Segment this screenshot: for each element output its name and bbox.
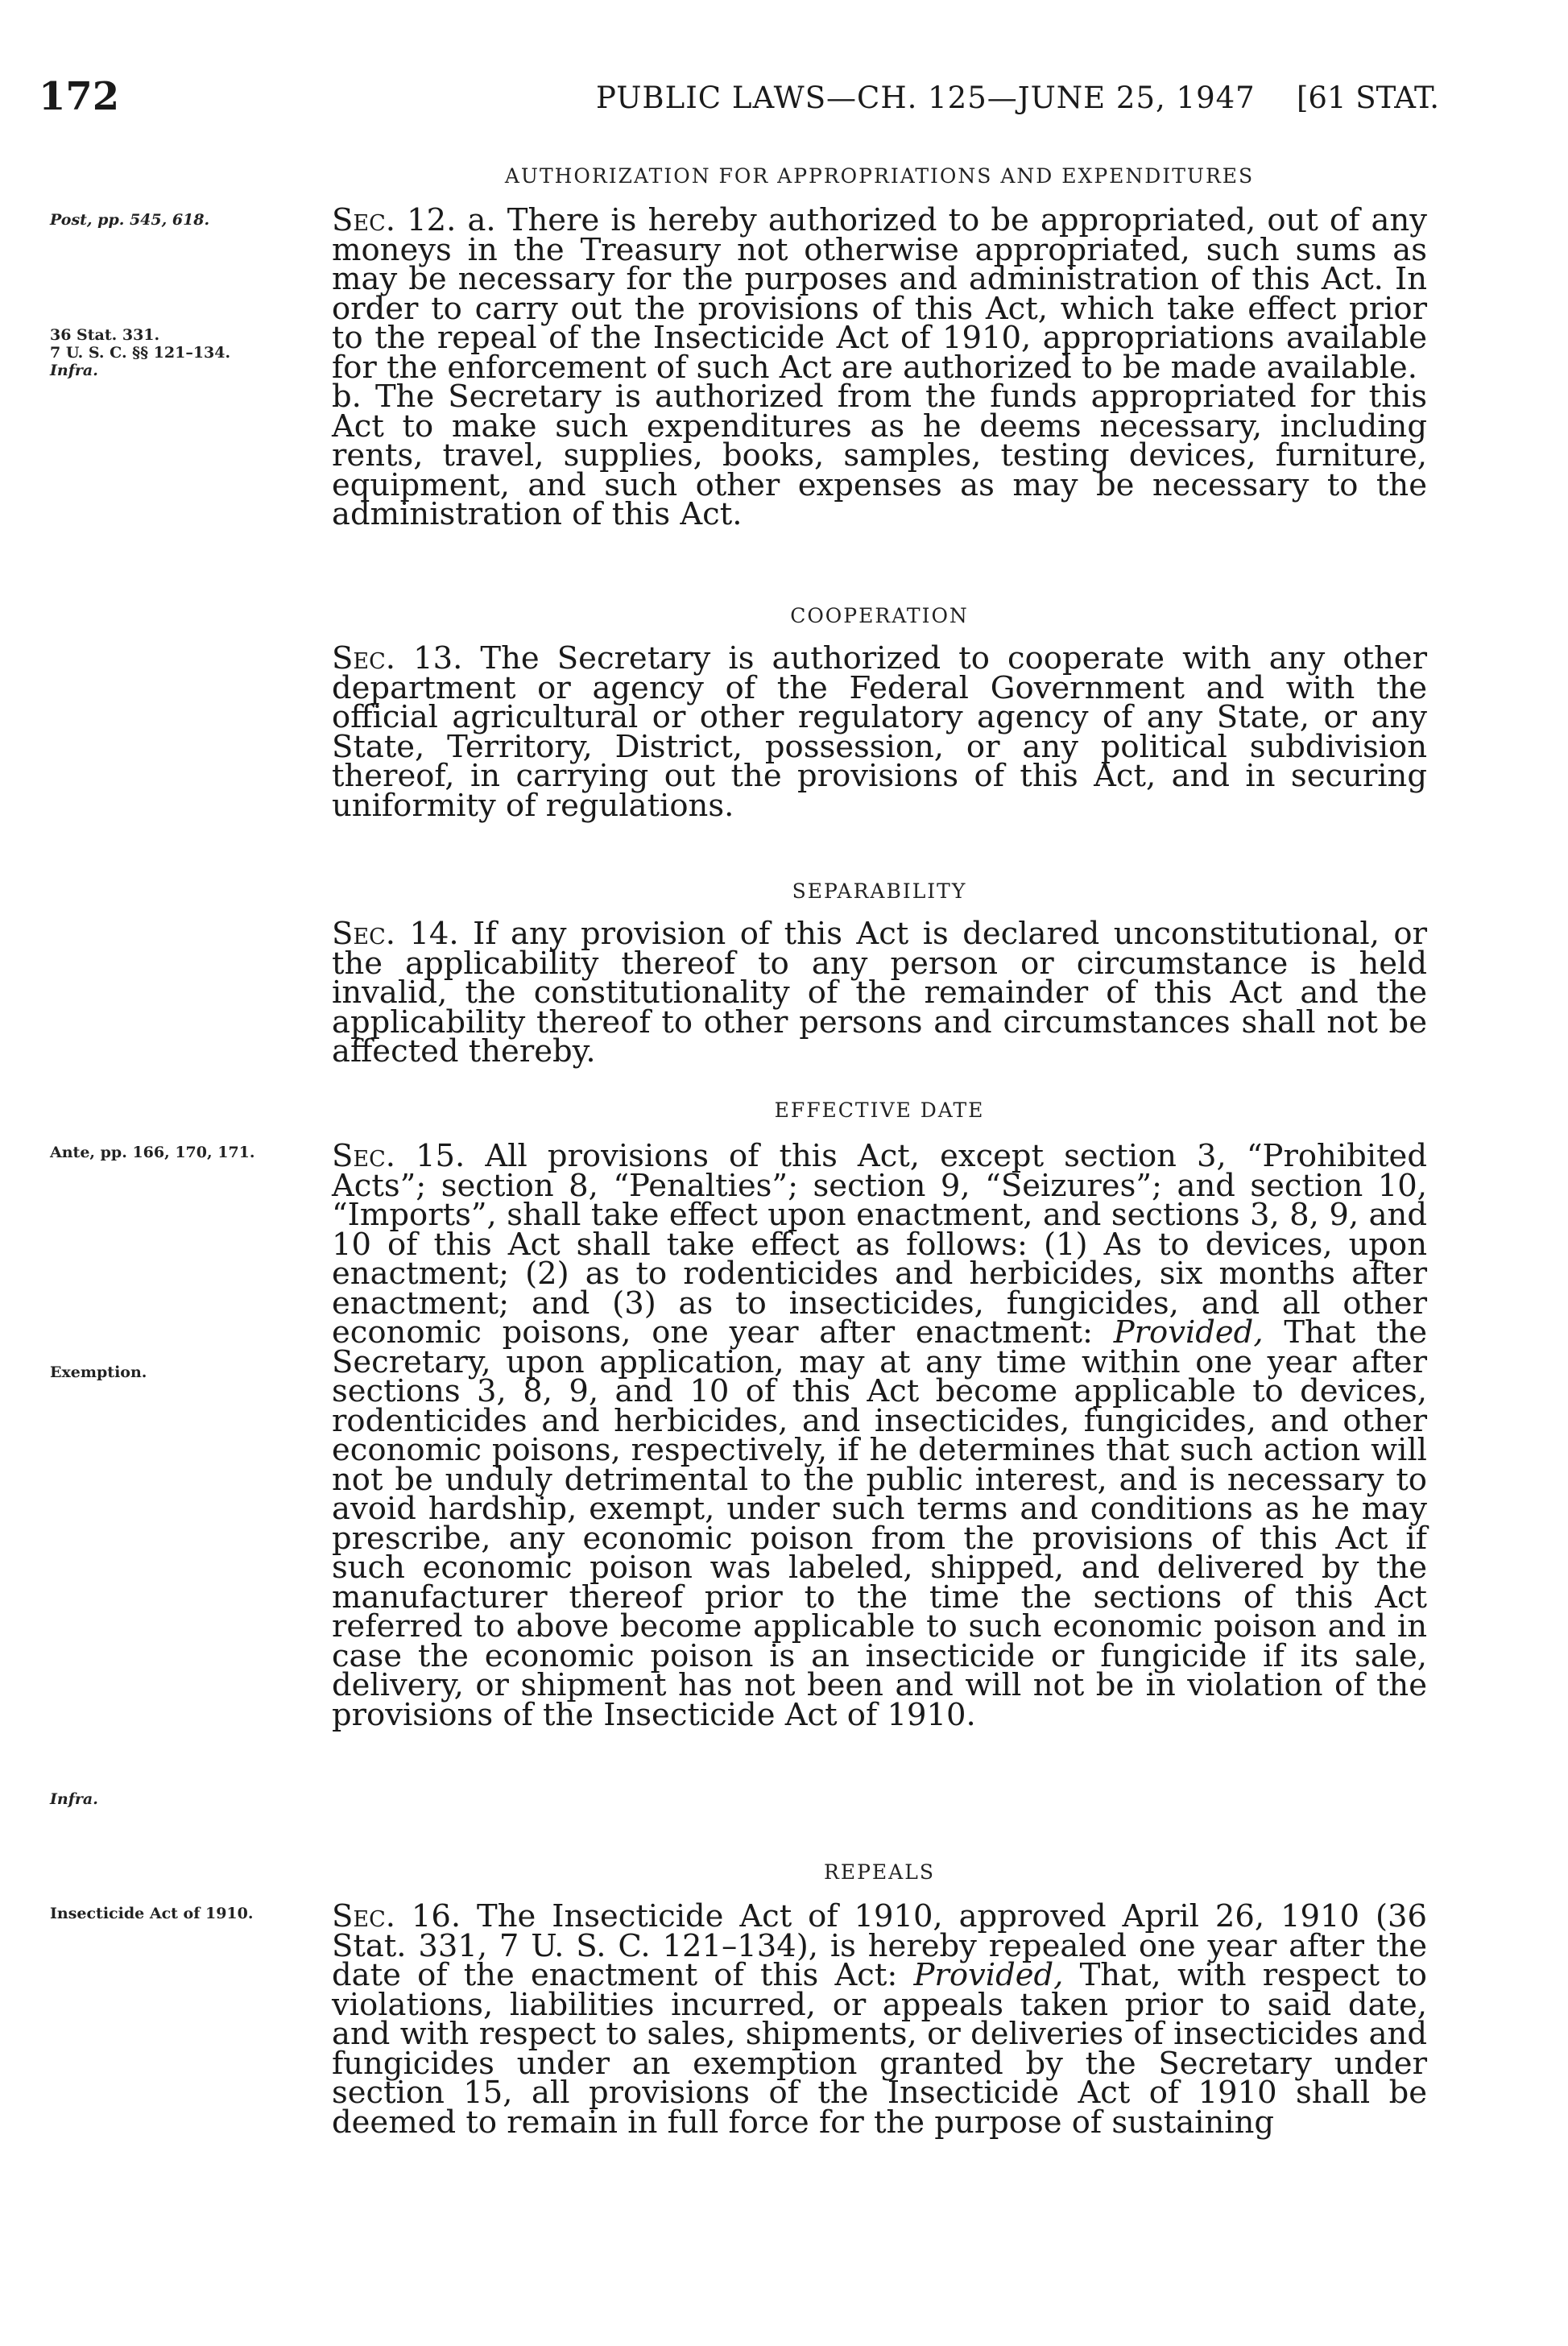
- margin-note-infra: Infra.: [50, 1790, 98, 1808]
- heading-repeals: REPEALS: [824, 1860, 935, 1884]
- section-12-b: b. The Secretary is authorized from the funds appropriated for this Act to make such expenditures as he deems necessary, including rents, travel, supplies, books, samples, testing devices, furniture, equipment, and such other expenses as may be necessary to the administration of this Act.: [332, 379, 1427, 532]
- section-13-text: Sec. 13. The Secretary is authorized to cooperate with any other department or agency of the Federal Government and with the official agricultural or other regulatory agency of any State, or any State, Territory, District, possession, or any political subdivision thereof, in carrying out the provisions of this Act, and in securing uniformity of regulations.: [332, 640, 1427, 824]
- margin-note-exemption: Exemption.: [50, 1363, 147, 1381]
- volume-reference: [61 STAT.: [1297, 81, 1439, 115]
- running-head: PUBLIC LAWS—CH. 125—JUNE 25, 1947: [596, 81, 1256, 115]
- heading-separability: SEPARABILITY: [792, 879, 967, 903]
- margin-note-post: Post, pp. 545, 618.: [50, 211, 210, 229]
- margin-note-ante: Ante, pp. 166, 170, 171.: [50, 1144, 255, 1161]
- section-13-body: [332, 640, 1427, 824]
- heading-effective-date: EFFECTIVE DATE: [774, 1099, 985, 1122]
- page-number: 172: [39, 74, 120, 119]
- section-16-text: Sec. 16. The Insecticide Act of 1910, approved April 26, 1910 (36 Stat. 331, 7 U. S. C. 121–134), is hereby repealed one year after the date of the enactment of this Act: Provided, That, with respect to violations, liabilities incurred, or appeals taken prior to said date, and with respect to sales, shipments, or deliveries of insecticides and fungicides under an exemption granted by the Secretary under section 15, all provisions of the Insecticide Act of 1910 shall be deemed to remain in full force for the purpose of sustaining: [332, 1898, 1427, 2141]
- section-15-body: [332, 1138, 1427, 1733]
- margin-note-insecticide: Insecticide Act of 1910.: [50, 1905, 254, 1922]
- section-12-body: [332, 202, 1427, 532]
- section-14-body: [332, 916, 1427, 1070]
- heading-cooperation: COOPERATION: [790, 604, 969, 627]
- heading-authorization: AUTHORIZATION FOR APPROPRIATIONS AND EXPENDITURES: [504, 164, 1255, 188]
- section-15-text: Sec. 15. All provisions of this Act, except section 3, “Prohibited Acts”; section 8, “Penalties”; section 9, “Seizures”; and section 10, “Imports”, shall take effect upon enactment, and sections 3, 8, 9, and 10 of this Act shall take effect as follows: (1) As to devices, upon enactment; (2) as to rodenticides and herbicides, six months after enactment; and (3) as to insecticides, fungicides, and all other economic poisons, one year after enactment: Provided, That the Secretary, upon application, may at any time within one year after sections 3, 8, 9, and 10 of this Act become applicable to devices, rodenticides and herbicides, and insecticides, fungicides, and other economic poisons, respectively, if he determines that such action will not be unduly detrimental to the public interest, and is necessary to avoid hardship, exempt, under such terms and conditions as he may prescribe, any economic poison from the provisions of this Act if such economic poison was labeled, shipped, and delivered by the manufacturer thereof prior to the time the sections of this Act referred to above become applicable to such economic poison and in case the economic poison is an insecticide or fungicide if its sale, delivery, or shipment has not been and will not be in violation of the provisions of the Insecticide Act of 1910.: [332, 1138, 1427, 1733]
- section-16-body: [332, 1898, 1427, 2141]
- section-12-a: Sec. 12. a. There is hereby authorized to be appropriated, out of any moneys in the Treasury not otherwise appropriated, such sums as may be necessary for the purposes and administration of this Act. In order to carry out the provisions of this Act, which take effect prior to the repeal of the Insecticide Act of 1910, appropriations available for the enforcement of such Act are authorized to be made available.: [332, 202, 1427, 386]
- section-14-text: Sec. 14. If any provision of this Act is declared unconstitutional, or the applicability thereof to any person or circumstance is held invalid, the constitutionality of the remainder of this Act and the applicability thereof to other persons and circumstances shall not be affected thereby.: [332, 916, 1427, 1070]
- margin-note-stat: 36 Stat. 331. 7 U. S. C. §§ 121–134. Infra.: [50, 326, 231, 379]
